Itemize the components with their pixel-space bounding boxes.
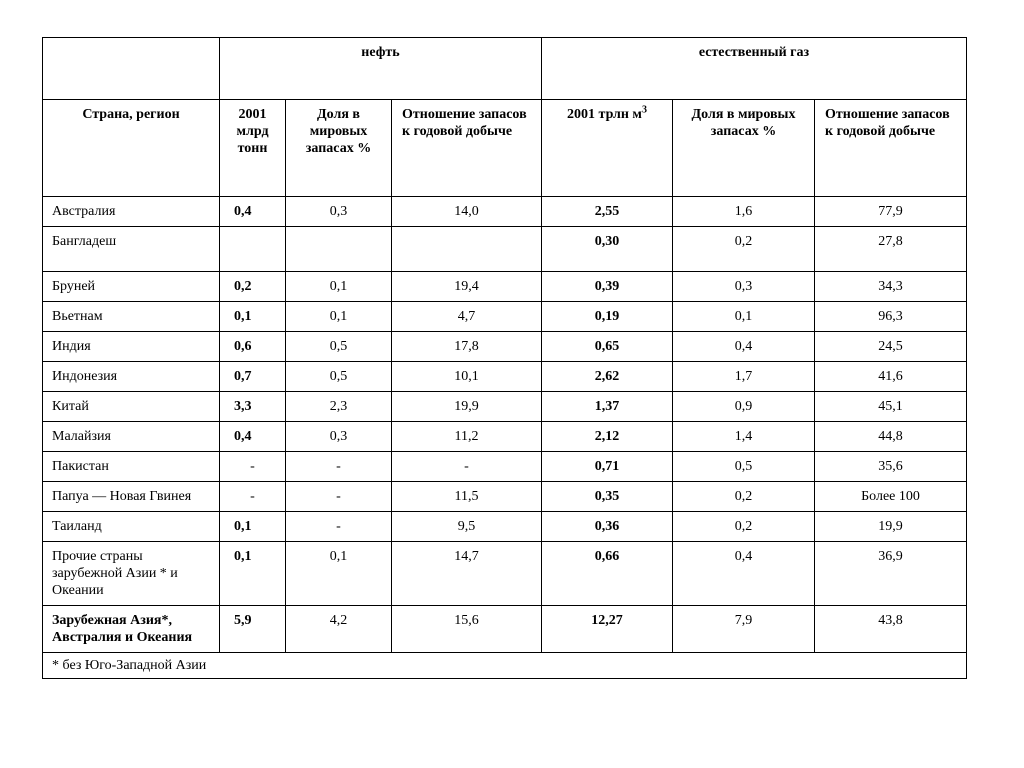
oil-2001-cell: 0,1 — [220, 302, 286, 332]
total-gas-ratio-cell: 43,8 — [815, 606, 967, 653]
footnote-row — [43, 653, 967, 679]
total-oil-ratio-cell: 15,6 — [392, 606, 542, 653]
gas-2001-cell: 0,35 — [542, 482, 673, 512]
gas-ratio-header: Отношение запасов к годовой добыче — [815, 100, 967, 197]
gas-2001-cell: 2,12 — [542, 422, 673, 452]
gas-2001-cell: 0,39 — [542, 272, 673, 302]
gas-share-cell: 0,2 — [673, 512, 815, 542]
region-cell: Папуа — Новая Гвинея — [43, 482, 220, 512]
total-gas-2001-cell: 12,27 — [542, 606, 673, 653]
oil-2001-cell: 0,7 — [220, 362, 286, 392]
oil-2001-cell: - — [220, 452, 286, 482]
footnote: * без Юго-Западной Азии — [43, 653, 967, 679]
oil-2001-cell: 0,6 — [220, 332, 286, 362]
oil-2001-cell: 0,1 — [220, 542, 286, 606]
gas-2001-header-superscript: 3 — [641, 104, 647, 116]
region-cell: Китай — [43, 392, 220, 422]
oil-2001-cell — [220, 227, 286, 272]
table-row — [43, 422, 967, 452]
gas-ratio-cell: 41,6 — [815, 362, 967, 392]
total-gas-share-cell: 7,9 — [673, 606, 815, 653]
oil-ratio-cell: 17,8 — [392, 332, 542, 362]
group-header-row — [43, 38, 967, 100]
table-row — [43, 272, 967, 302]
table-row — [43, 197, 967, 227]
gas-share-cell: 0,1 — [673, 302, 815, 332]
gas-share-cell: 0,5 — [673, 452, 815, 482]
oil-share-cell: 2,3 — [286, 392, 392, 422]
oil-ratio-cell: 19,9 — [392, 392, 542, 422]
oil-share-cell: 0,3 — [286, 422, 392, 452]
oil-ratio-cell: 10,1 — [392, 362, 542, 392]
oil-group-header: нефть — [220, 38, 542, 100]
gas-2001-header-text: 2001 трлн м — [567, 107, 642, 122]
region-cell: Индонезия — [43, 362, 220, 392]
gas-share-cell: 0,2 — [673, 482, 815, 512]
total-row — [43, 606, 967, 653]
oil-share-cell: - — [286, 452, 392, 482]
oil-ratio-cell: 11,2 — [392, 422, 542, 452]
gas-ratio-cell: 24,5 — [815, 332, 967, 362]
empty-corner-cell — [43, 38, 220, 100]
oil-share-cell: 0,5 — [286, 332, 392, 362]
region-cell: Бруней — [43, 272, 220, 302]
total-oil-share-cell: 4,2 — [286, 606, 392, 653]
region-cell: Вьетнам — [43, 302, 220, 332]
region-cell: Бангладеш — [43, 227, 220, 272]
gas-ratio-cell: 77,9 — [815, 197, 967, 227]
column-header-row — [43, 100, 967, 197]
gas-share-cell: 0,4 — [673, 542, 815, 606]
gas-2001-cell: 0,71 — [542, 452, 673, 482]
oil-ratio-cell: 14,7 — [392, 542, 542, 606]
gas-share-cell: 0,4 — [673, 332, 815, 362]
oil-ratio-cell — [392, 227, 542, 272]
oil-2001-cell: 0,4 — [220, 197, 286, 227]
oil-ratio-cell: 11,5 — [392, 482, 542, 512]
table-row — [43, 452, 967, 482]
oil-share-cell: 0,1 — [286, 302, 392, 332]
region-cell: Таиланд — [43, 512, 220, 542]
table-row — [43, 392, 967, 422]
gas-ratio-cell: 34,3 — [815, 272, 967, 302]
gas-ratio-cell: 45,1 — [815, 392, 967, 422]
oil-2001-cell: 0,4 — [220, 422, 286, 452]
gas-2001-header — [542, 100, 673, 197]
gas-share-cell: 1,6 — [673, 197, 815, 227]
region-cell: Прочие страны зарубежной Азии * и Океании — [43, 542, 220, 606]
gas-2001-cell: 0,19 — [542, 302, 673, 332]
total-oil-2001-cell: 5,9 — [220, 606, 286, 653]
gas-share-cell: 0,9 — [673, 392, 815, 422]
gas-2001-cell: 2,55 — [542, 197, 673, 227]
gas-ratio-cell: Более 100 — [815, 482, 967, 512]
oil-share-cell: 0,1 — [286, 272, 392, 302]
oil-2001-cell: 3,3 — [220, 392, 286, 422]
table-row — [43, 362, 967, 392]
oil-share-cell: 0,1 — [286, 542, 392, 606]
oil-ratio-header: Отношение запасов к годовой добыче — [392, 100, 542, 197]
gas-2001-cell: 1,37 — [542, 392, 673, 422]
gas-ratio-cell: 44,8 — [815, 422, 967, 452]
reserves-table — [42, 37, 967, 679]
region-header: Страна, регион — [43, 100, 220, 197]
table-row — [43, 482, 967, 512]
gas-group-header: естественный газ — [542, 38, 967, 100]
table-row — [43, 302, 967, 332]
gas-2001-cell: 0,66 — [542, 542, 673, 606]
oil-share-header: Доля в мировых запасах % — [286, 100, 392, 197]
table-row — [43, 512, 967, 542]
gas-share-cell: 1,7 — [673, 362, 815, 392]
oil-share-cell: - — [286, 512, 392, 542]
table-row — [43, 542, 967, 606]
table-row — [43, 332, 967, 362]
gas-2001-cell: 0,30 — [542, 227, 673, 272]
total-region-cell: Зарубежная Азия*, Австралия и Океания — [43, 606, 220, 653]
oil-ratio-cell: - — [392, 452, 542, 482]
gas-2001-cell: 2,62 — [542, 362, 673, 392]
region-cell: Малайзия — [43, 422, 220, 452]
gas-ratio-cell: 36,9 — [815, 542, 967, 606]
oil-ratio-cell: 14,0 — [392, 197, 542, 227]
oil-share-cell — [286, 227, 392, 272]
oil-share-cell: 0,5 — [286, 362, 392, 392]
oil-ratio-cell: 19,4 — [392, 272, 542, 302]
gas-ratio-cell: 35,6 — [815, 452, 967, 482]
oil-ratio-cell: 4,7 — [392, 302, 542, 332]
oil-2001-cell: 0,1 — [220, 512, 286, 542]
gas-share-cell: 1,4 — [673, 422, 815, 452]
gas-share-cell: 0,3 — [673, 272, 815, 302]
oil-2001-cell: 0,2 — [220, 272, 286, 302]
region-cell: Австралия — [43, 197, 220, 227]
oil-share-cell: - — [286, 482, 392, 512]
gas-ratio-cell: 96,3 — [815, 302, 967, 332]
gas-2001-cell: 0,65 — [542, 332, 673, 362]
gas-share-header: Доля в мировых запасах % — [673, 100, 815, 197]
oil-ratio-cell: 9,5 — [392, 512, 542, 542]
gas-ratio-cell: 27,8 — [815, 227, 967, 272]
oil-share-cell: 0,3 — [286, 197, 392, 227]
table-row — [43, 227, 967, 272]
oil-2001-cell: - — [220, 482, 286, 512]
gas-2001-cell: 0,36 — [542, 512, 673, 542]
region-cell: Пакистан — [43, 452, 220, 482]
gas-share-cell: 0,2 — [673, 227, 815, 272]
region-cell: Индия — [43, 332, 220, 362]
gas-ratio-cell: 19,9 — [815, 512, 967, 542]
oil-2001-header: 2001 млрд тонн — [220, 100, 286, 197]
